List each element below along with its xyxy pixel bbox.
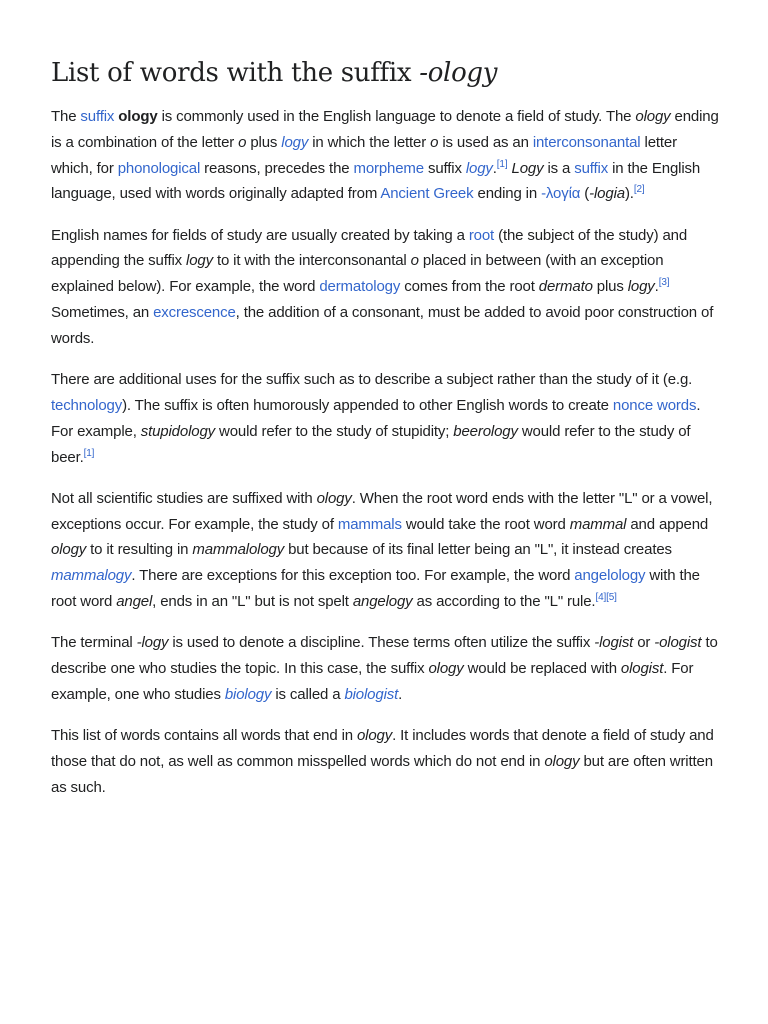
link-suffix[interactable]: suffix — [80, 108, 115, 125]
title-prefix: List of words with the suffix — [51, 58, 420, 88]
link-mammals[interactable]: mammals — [337, 515, 402, 533]
paragraph-terminal-logy: The terminal -logy is used to denote a discipline. These terms often utilize the suffix -logist or -ologist to describe one who studies the topic. In this case, the suffix ology would be replaced with ologist. For example, one who studies biology is called a biologist. — [51, 634, 718, 703]
link-technology[interactable]: technology — [51, 396, 123, 414]
paragraph-naming: English names for fields of study are usually created by taking a root (the subject of the study) and appending the suffix logy to it with the interconsonantal o placed in between (with an exception explained below). For example, the word dermatology comes from the root dermato plus logy.[3] Sometimes, an excrescence, the addition of a consonant, must be added to avoid poor construction of words. — [51, 226, 714, 347]
link-excrescence[interactable]: excrescence — [153, 304, 236, 322]
link-interconsonantal[interactable]: interconsonantal — [532, 133, 641, 151]
page-title — [51, 56, 719, 90]
paragraph-intro: The suffix ology is commonly used in the English language to denote a field of study. The ology ending is a combination of the letter o plus logy in which the letter o is used as an interconsonantal letter which, for phonological reasons, precedes the morpheme suffix logy.[1] Logy is a suffix in the English language, used with words originally adapted from Ancient Greek ending in -λογία (-logia).[2] — [51, 108, 719, 203]
link-morpheme[interactable]: morpheme — [353, 159, 424, 177]
link-logia[interactable]: -λογία — [541, 185, 581, 203]
title-suffix: -ology — [419, 58, 498, 88]
link-ancient-greek[interactable]: Ancient Greek — [380, 185, 474, 203]
reference-1-repeat[interactable]: [1] — [83, 447, 95, 459]
reference-1[interactable]: [1] — [496, 158, 508, 170]
link-logy[interactable]: logy — [281, 133, 309, 151]
link-suffix-2[interactable]: suffix — [574, 159, 609, 177]
reference-3[interactable]: [3] — [658, 277, 670, 289]
link-biology[interactable]: biology — [224, 685, 272, 703]
link-mammalogy[interactable]: mammalogy — [51, 567, 132, 585]
link-phonological[interactable]: phonological — [117, 159, 201, 177]
article-body — [51, 56, 719, 816]
link-biologist[interactable]: biologist — [344, 685, 399, 703]
reference-2[interactable]: [2] — [633, 184, 645, 196]
paragraph-list-scope: This list of words contains all words that end in ology. It includes words that denote a field of study and those that do not, as well as common misspelled words which do not end in ology but are often written as such. — [51, 727, 714, 796]
link-root[interactable]: root — [468, 226, 495, 244]
link-logy-2[interactable]: logy — [465, 159, 493, 177]
link-dermatology[interactable]: dermatology — [319, 278, 401, 296]
link-angelology[interactable]: angelology — [574, 567, 646, 585]
link-nonce-words[interactable]: nonce words — [612, 396, 697, 414]
bold-term-ology: ology — [118, 108, 158, 125]
reference-5[interactable]: [5] — [606, 592, 617, 604]
reference-4[interactable]: [4] — [595, 592, 607, 604]
paragraph-exceptions: Not all scientific studies are suffixed with ology. When the root word ends with the letter "L" or a vowel, exceptions occur. For example, the study of mammals would take the root word mammal and append ology to it resulting in mammalology but because of its final letter being an "L", it instead creates mammalogy. There are exceptions for this exception too. For example, the word angelology with the root word angel, ends in an "L" but is not spelt angelogy as according to the "L" rule.[4][5] — [51, 489, 713, 611]
paragraph-additional-uses: There are additional uses for the suffix such as to describe a subject rather than the study of it (e.g. technology). The suffix is often humorously appended to other English words to create nonce words. For example, stupidology would refer to the study of stupidity; beerology would refer to the study of beer.[1] — [51, 371, 701, 466]
